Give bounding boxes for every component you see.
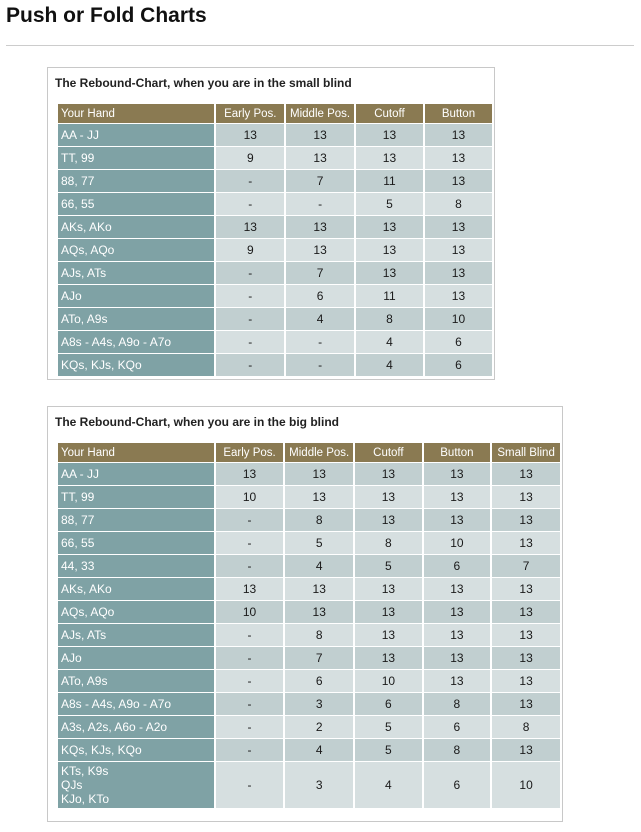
table-row xyxy=(58,509,560,531)
value-cell: 13 xyxy=(492,670,560,692)
hand-cell xyxy=(58,555,214,577)
table-row xyxy=(58,624,560,646)
value-cell: 13 xyxy=(424,463,491,485)
value-cell: 5 xyxy=(355,716,421,738)
table-row xyxy=(58,716,560,738)
table-row xyxy=(58,262,492,284)
hand-cell xyxy=(58,147,214,169)
value-cell: 13 xyxy=(492,601,560,623)
value-cell: 6 xyxy=(425,331,492,353)
value-cell: 10 xyxy=(425,308,492,330)
value-cell: 8 xyxy=(285,624,353,646)
hand-cell xyxy=(58,331,214,353)
value-cell: - xyxy=(216,716,284,738)
value-cell: 13 xyxy=(356,216,423,238)
value-cell: 13 xyxy=(492,463,560,485)
hand-label: A8s - A4s, A9o - A7o xyxy=(61,335,172,349)
small-blind-table xyxy=(56,103,494,377)
value-cell: - xyxy=(216,647,284,669)
hand-label: AJs, ATs xyxy=(61,266,107,280)
hand-label: AJo xyxy=(61,651,82,665)
small-blind-chart-caption: The Rebound-Chart, when you are in the small blind xyxy=(55,76,352,90)
hand-cell xyxy=(58,193,214,215)
value-cell: 7 xyxy=(492,555,560,577)
value-cell: 13 xyxy=(425,147,492,169)
value-cell: 6 xyxy=(424,716,491,738)
hand-label: AJs, ATs xyxy=(61,628,107,642)
table-row xyxy=(58,354,492,376)
hand-label: 88, 77 xyxy=(61,513,95,527)
hand-label: KJo, KTo xyxy=(61,792,110,806)
value-cell: - xyxy=(216,193,284,215)
value-cell: 13 xyxy=(356,124,423,146)
hand-cell xyxy=(58,601,214,623)
column-header: Small Blind xyxy=(492,443,560,462)
big-blind-chart-caption: The Rebound-Chart, when you are in the big blind xyxy=(55,415,339,429)
value-cell: - xyxy=(216,670,284,692)
hand-label: 44, 33 xyxy=(61,559,95,573)
value-cell: 8 xyxy=(355,532,421,554)
value-cell: - xyxy=(216,555,284,577)
value-cell: 13 xyxy=(355,509,421,531)
column-header: Early Pos. xyxy=(216,104,284,123)
value-cell: 6 xyxy=(285,670,353,692)
value-cell: 13 xyxy=(425,239,492,261)
table-row xyxy=(58,170,492,192)
hand-label: AJo xyxy=(61,289,82,303)
value-cell: 13 xyxy=(355,463,421,485)
value-cell: 13 xyxy=(425,216,492,238)
value-cell: 8 xyxy=(425,193,492,215)
hand-label: A8s - A4s, A9o - A7o xyxy=(61,697,172,711)
value-cell: 13 xyxy=(492,693,560,715)
table-row xyxy=(58,216,492,238)
hand-cell xyxy=(58,624,214,646)
value-cell: 8 xyxy=(492,716,560,738)
value-cell: 13 xyxy=(285,601,353,623)
value-cell: 13 xyxy=(424,486,491,508)
value-cell: 13 xyxy=(492,624,560,646)
table-row xyxy=(58,739,560,761)
value-cell: 8 xyxy=(356,308,423,330)
value-cell: 13 xyxy=(286,147,354,169)
value-cell: - xyxy=(286,354,354,376)
value-cell: 13 xyxy=(424,647,491,669)
value-cell: 10 xyxy=(492,762,560,808)
value-cell: - xyxy=(216,532,284,554)
hand-cell xyxy=(58,486,214,508)
hand-label: TT, 99 xyxy=(61,151,95,165)
value-cell: - xyxy=(216,693,284,715)
value-cell: 13 xyxy=(216,463,284,485)
value-cell: 13 xyxy=(424,670,491,692)
value-cell: - xyxy=(216,509,284,531)
value-cell: 13 xyxy=(425,285,492,307)
value-cell: 4 xyxy=(285,739,353,761)
value-cell: 13 xyxy=(492,486,560,508)
value-cell: 3 xyxy=(285,762,353,808)
value-cell: - xyxy=(286,331,354,353)
value-cell: 13 xyxy=(286,216,354,238)
value-cell: - xyxy=(216,354,284,376)
hand-cell xyxy=(58,762,214,808)
value-cell: 4 xyxy=(286,308,354,330)
value-cell: 11 xyxy=(356,285,423,307)
hand-label: KQs, KJs, KQo xyxy=(61,743,142,757)
hand-label: AA - JJ xyxy=(61,128,100,142)
value-cell: 9 xyxy=(216,147,284,169)
value-cell: 10 xyxy=(216,601,284,623)
value-cell: 13 xyxy=(285,486,353,508)
value-cell: 13 xyxy=(286,124,354,146)
value-cell: 13 xyxy=(492,739,560,761)
table-row xyxy=(58,693,560,715)
value-cell: 4 xyxy=(355,762,421,808)
value-cell: 8 xyxy=(424,739,491,761)
value-cell: 13 xyxy=(355,601,421,623)
value-cell: 5 xyxy=(356,193,423,215)
column-header: Button xyxy=(424,443,491,462)
table-row xyxy=(58,285,492,307)
table-row xyxy=(58,331,492,353)
hand-label: ATo, A9s xyxy=(61,674,108,688)
value-cell: 13 xyxy=(355,486,421,508)
value-cell: 6 xyxy=(424,762,491,808)
value-cell: 13 xyxy=(216,216,284,238)
value-cell: 13 xyxy=(356,239,423,261)
value-cell: 9 xyxy=(216,239,284,261)
value-cell: 10 xyxy=(424,532,491,554)
big-blind-chart xyxy=(47,406,563,822)
value-cell: 6 xyxy=(424,555,491,577)
value-cell: 4 xyxy=(356,354,423,376)
table-row xyxy=(58,647,560,669)
hand-cell xyxy=(58,670,214,692)
table-row xyxy=(58,463,560,485)
value-cell: - xyxy=(216,285,284,307)
value-cell: 13 xyxy=(425,170,492,192)
value-cell: 7 xyxy=(286,170,354,192)
small-blind-chart xyxy=(47,67,495,380)
value-cell: 13 xyxy=(492,532,560,554)
value-cell: - xyxy=(216,624,284,646)
hand-cell xyxy=(58,308,214,330)
table-row xyxy=(58,147,492,169)
hand-label: A3s, A2s, A6o - A2o xyxy=(61,720,168,734)
table-row xyxy=(58,308,492,330)
table-row xyxy=(58,578,560,600)
value-cell: 13 xyxy=(492,647,560,669)
value-cell: 10 xyxy=(355,670,421,692)
hand-cell xyxy=(58,463,214,485)
value-cell: 13 xyxy=(356,262,423,284)
hand-label: 66, 55 xyxy=(61,197,95,211)
hand-cell xyxy=(58,647,214,669)
value-cell: 13 xyxy=(285,578,353,600)
table-row xyxy=(58,762,560,808)
column-header: Middle Pos. xyxy=(286,104,354,123)
hand-label: AKs, AKo xyxy=(61,220,112,234)
value-cell: 4 xyxy=(356,331,423,353)
value-cell: 6 xyxy=(286,285,354,307)
table-row xyxy=(58,555,560,577)
value-cell: 2 xyxy=(285,716,353,738)
hand-label: TT, 99 xyxy=(61,490,95,504)
value-cell: 5 xyxy=(355,739,421,761)
hand-label: KTs, K9s xyxy=(61,764,109,778)
hand-cell xyxy=(58,509,214,531)
table-row xyxy=(58,124,492,146)
hand-cell xyxy=(58,354,214,376)
hand-cell xyxy=(58,262,214,284)
hand-label: 66, 55 xyxy=(61,536,95,550)
value-cell: 13 xyxy=(492,509,560,531)
column-header: Early Pos. xyxy=(216,443,284,462)
hand-label: 88, 77 xyxy=(61,174,95,188)
value-cell: 11 xyxy=(356,170,423,192)
value-cell: 7 xyxy=(285,647,353,669)
value-cell: 13 xyxy=(286,239,354,261)
hand-cell xyxy=(58,285,214,307)
hand-label: ATo, A9s xyxy=(61,312,108,326)
value-cell: 13 xyxy=(285,463,353,485)
hand-cell xyxy=(58,716,214,738)
column-header-hand: Your Hand xyxy=(58,443,214,462)
value-cell: 8 xyxy=(285,509,353,531)
table-row xyxy=(58,239,492,261)
value-cell: - xyxy=(216,739,284,761)
hand-label: KQs, KJs, KQo xyxy=(61,358,142,372)
value-cell: 13 xyxy=(216,578,284,600)
value-cell: 4 xyxy=(285,555,353,577)
hand-label: AKs, AKo xyxy=(61,582,112,596)
value-cell: 10 xyxy=(216,486,284,508)
value-cell: 13 xyxy=(424,601,491,623)
value-cell: - xyxy=(216,262,284,284)
big-blind-table xyxy=(56,442,562,809)
value-cell: 5 xyxy=(355,555,421,577)
column-header: Button xyxy=(425,104,492,123)
value-cell: 13 xyxy=(355,647,421,669)
value-cell: 13 xyxy=(216,124,284,146)
value-cell: - xyxy=(216,331,284,353)
hand-cell xyxy=(58,124,214,146)
table-row xyxy=(58,601,560,623)
hand-label: AQs, AQo xyxy=(61,605,115,619)
value-cell: 13 xyxy=(425,262,492,284)
hand-cell xyxy=(58,239,214,261)
column-header: Cutoff xyxy=(356,104,423,123)
value-cell: - xyxy=(216,170,284,192)
value-cell: 13 xyxy=(424,578,491,600)
table-row xyxy=(58,532,560,554)
value-cell: 13 xyxy=(425,124,492,146)
value-cell: 13 xyxy=(356,147,423,169)
value-cell: - xyxy=(286,193,354,215)
value-cell: 13 xyxy=(492,578,560,600)
value-cell: 13 xyxy=(355,624,421,646)
column-header: Middle Pos. xyxy=(285,443,353,462)
value-cell: 6 xyxy=(355,693,421,715)
value-cell: 13 xyxy=(424,624,491,646)
hand-label: AQs, AQo xyxy=(61,243,115,257)
table-row xyxy=(58,193,492,215)
hand-label: QJs xyxy=(61,778,83,792)
hand-cell xyxy=(58,578,214,600)
value-cell: 5 xyxy=(285,532,353,554)
value-cell: 13 xyxy=(424,509,491,531)
hand-cell xyxy=(58,170,214,192)
value-cell: - xyxy=(216,308,284,330)
hand-cell xyxy=(58,216,214,238)
hand-cell xyxy=(58,532,214,554)
value-cell: 8 xyxy=(424,693,491,715)
value-cell: 6 xyxy=(425,354,492,376)
table-row xyxy=(58,670,560,692)
value-cell: 13 xyxy=(355,578,421,600)
value-cell: 7 xyxy=(286,262,354,284)
title-divider xyxy=(6,45,634,46)
hand-cell xyxy=(58,739,214,761)
table-row xyxy=(58,486,560,508)
value-cell: - xyxy=(216,762,284,808)
column-header-hand: Your Hand xyxy=(58,104,214,123)
column-header: Cutoff xyxy=(355,443,421,462)
page-title: Push or Fold Charts xyxy=(6,4,207,27)
value-cell: 3 xyxy=(285,693,353,715)
hand-label: AA - JJ xyxy=(61,467,100,481)
hand-cell xyxy=(58,693,214,715)
